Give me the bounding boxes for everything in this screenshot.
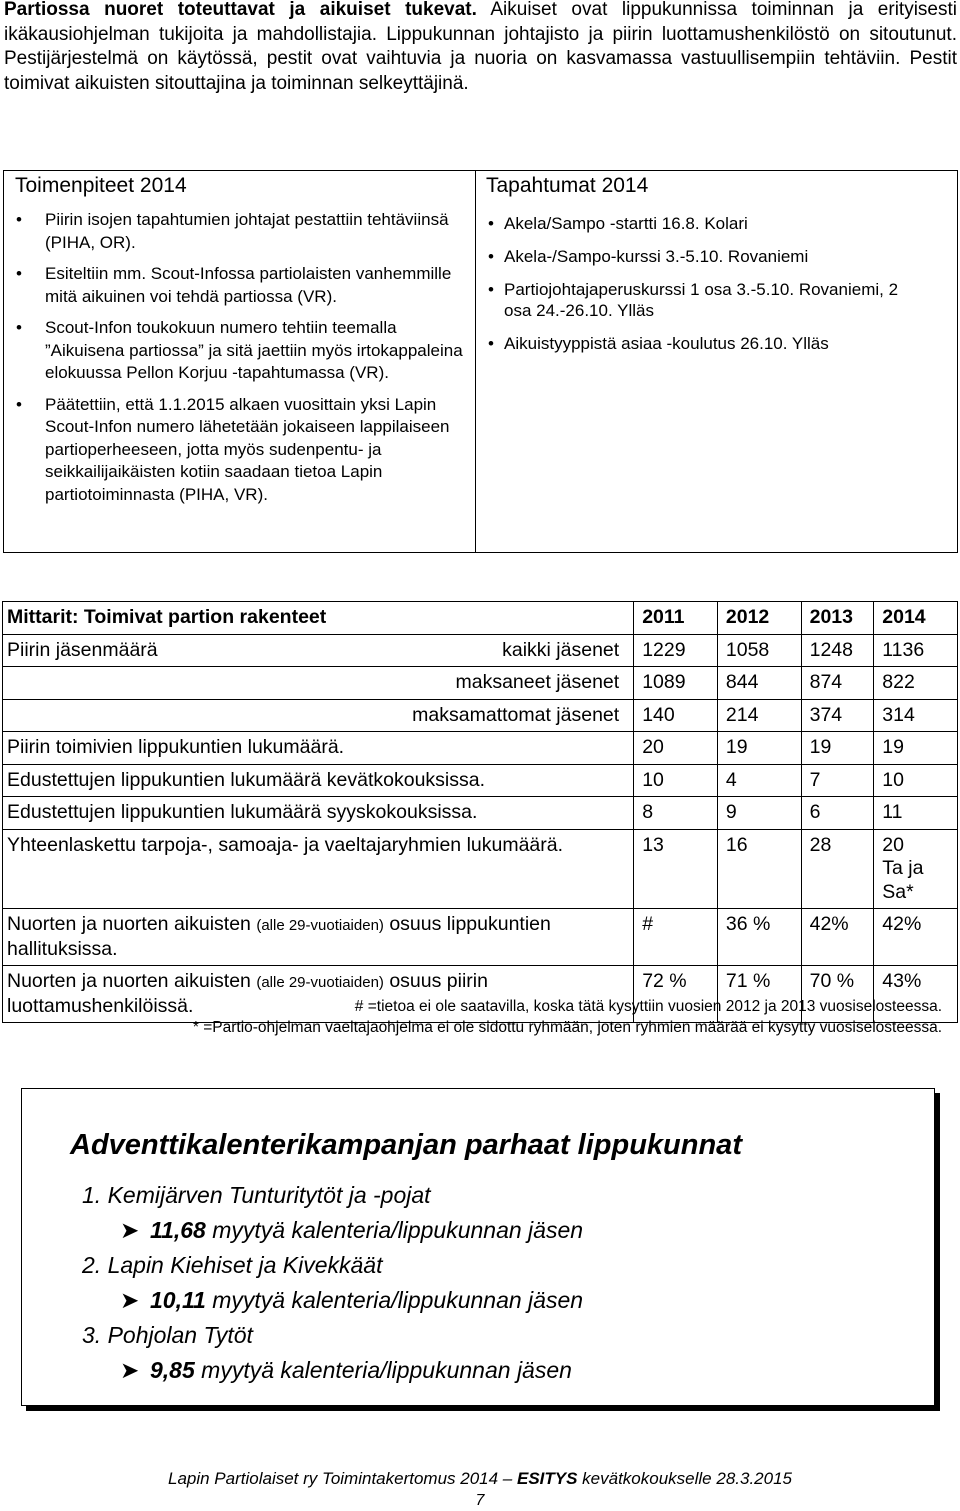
list-item: • Piirin isojen tapahtumien johtajat pestattiin tehtäviinsä (PIHA, OR). (14, 209, 464, 254)
events-column (475, 171, 957, 552)
intro-lead: Partiossa nuoret toteuttavat ja aikuiset tukevat. (4, 0, 477, 20)
footnote-star: * =Partio-ohjelman vaeltajaohjelma ei ole sidottu ryhmään, joten ryhmien määrää ei kysytty vuosiselosteessa. (192, 1019, 942, 1036)
page-footer: Lapin Partiolaiset ry Toimintakertomus 2014 – ESITYS kevätkokoukselle 28.3.2015 (167, 1469, 792, 1488)
list-item: • Partiojohtajaperuskurssi 1 osa 3.-5.10. Rovaniemi, 2 osa 24.-26.10. Ylläs (488, 279, 948, 321)
campaign-result-3: ➤ 9,85 myytyä kalenteria/lippukunnan jäsen (120, 1357, 572, 1383)
ta-sa-note: Ta ja Sa* (882, 857, 924, 903)
campaign-rank-2: 2. Lapin Kiehiset ja Kivekkäät (82, 1252, 383, 1278)
campaign-result-2: ➤ 10,11 myytyä kalenteria/lippukunnan jäsen (120, 1287, 584, 1313)
table-header-row: Mittarit: Toimivat partion rakenteet 2011 2012 2013 2014 (3, 602, 958, 635)
list-item: • Päätettiin, että 1.1.2015 alkaen vuosittain yksi Lapin Scout-Infon numero lähetetään jokaiseen lappilaiseen partioperheeseen, jotta myös sudenpentu- ja seikkailijaikäisten kotiin saadaan tietoa Lapin partiotoiminnasta (PIHA, VR). (14, 394, 464, 507)
page-number: 7 (475, 1492, 485, 1509)
list-item: • Esiteltiin mm. Scout-Infossa partiolaisten vanhemmille mitä aikuinen voi tehdä partiossa (VR). (14, 263, 464, 308)
campaign-title: Adventtikalenterikampanjan parhaat lippukunnat (70, 1129, 742, 1161)
arrow-icon: ➤ (120, 1217, 140, 1243)
list-item: • Akela-/Sampo-kurssi 3.-5.10. Rovaniemi (488, 246, 948, 267)
campaign-rank-3: 3. Pohjolan Tytöt (82, 1322, 253, 1348)
members-label: Piirin jäsenmäärä (7, 638, 158, 661)
list-item: • Akela/Sampo -startti 16.8. Kolari (488, 213, 948, 234)
arrow-icon: ➤ (120, 1287, 140, 1313)
actions-title: Toimenpiteet 2014 (15, 174, 187, 197)
metrics-table (2, 601, 958, 1023)
metrics-header: Mittarit: Toimivat partion rakenteet (3, 602, 634, 635)
table-row: maksamattomat jäsenet 140 214 374 314 (3, 699, 958, 732)
arrow-icon: ➤ (120, 1357, 140, 1383)
table-row: Piirin jäsenmäärä kaikki jäsenet 1229 1058 1248 1136 (3, 634, 958, 667)
table-row: Nuorten ja nuorten aikuisten (alle 29-vuotiaiden) osuus piirin luottamushenkilöissä. 72 % 71 % 70 % 43% (3, 966, 958, 1023)
events-title: Tapahtumat 2014 (486, 174, 649, 197)
table-row: Piirin toimivien lippukuntien lukumäärä. 20 19 19 19 (3, 732, 958, 765)
intro-text: Aikuiset ovat lippukunnissa toiminnan ja erityisesti ikäkausiohjelman tukijoita ja mahdollistajia. Lippukunnan johtajisto ja piirin luottamushenkilöstö on sitoutunut. Pestijärjestelmä on käytössä, pestit ovat vaihtuvia ja nuoria on kasvamassa vastuullisempiin tehtäviin. Pestit toimivat aikuisten sitouttajina ja toiminnan selkeyttäjinä. (4, 0, 957, 95)
table-row: Nuorten ja nuorten aikuisten (alle 29-vuotiaiden) osuus lippukuntien hallituksissa. # 36 % 42% 42% (3, 909, 958, 966)
list-item: • Aikuistyyppistä asiaa -koulutus 26.10. Ylläs (488, 333, 948, 354)
intro-paragraph (4, 0, 957, 97)
actions-events-box (3, 170, 958, 553)
footnote-hash: # =tietoa ei ole saatavilla, koska tätä kysyttiin vuosien 2012 ja 2013 vuosiselosteessa. (354, 998, 942, 1015)
campaign-box (21, 1088, 935, 1406)
actions-column (4, 171, 476, 552)
events-list (488, 213, 948, 366)
list-item: • Scout-Infon toukokuun numero tehtiin teemalla ”Aikuisena partiossa” ja sitä jaettiin myös irtokappaleina elokuussa Pellon Korjuu -tapahtumassa (VR). (14, 317, 464, 385)
table-row: Edustettujen lippukuntien lukumäärä kevätkokouksissa. 10 4 7 10 (3, 764, 958, 797)
table-footnotes (193, 996, 942, 1038)
actions-list (14, 209, 464, 515)
table-row: maksaneet jäsenet 1089 844 874 822 (3, 667, 958, 700)
campaign-rank-1: 1. Kemijärven Tunturitytöt ja -pojat (82, 1182, 431, 1208)
table-row: Edustettujen lippukuntien lukumäärä syyskokouksissa. 8 9 6 11 (3, 797, 958, 830)
campaign-result-1: ➤ 11,68 myytyä kalenteria/lippukunnan jäsen (120, 1217, 584, 1243)
table-row: Yhteenlaskettu tarpoja-, samoaja- ja vaeltajaryhmien lukumäärä. 13 16 28 20 Ta ja Sa* (3, 829, 958, 909)
